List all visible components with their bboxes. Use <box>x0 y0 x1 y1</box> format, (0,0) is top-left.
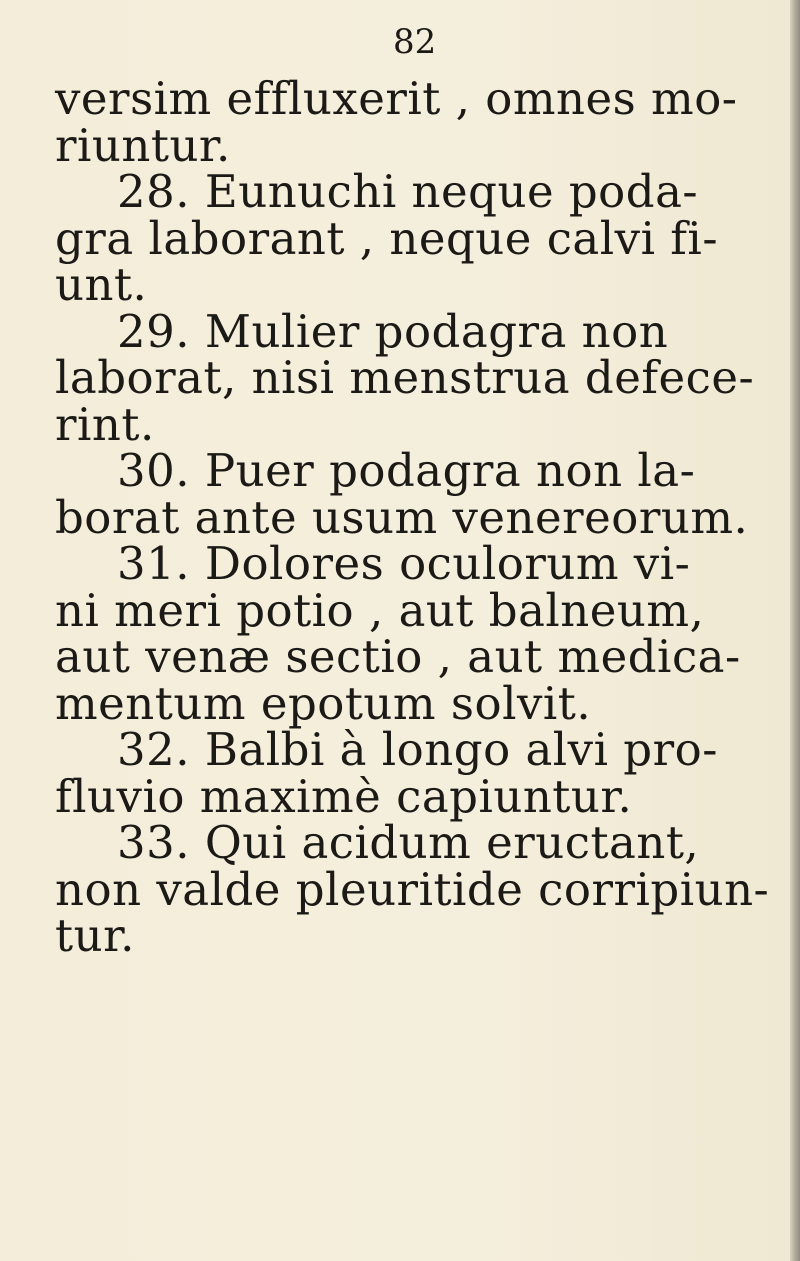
text-line: mentum epotum solvit. <box>55 676 592 730</box>
text-line: laborat, nisi menstrua defece- <box>55 351 755 404</box>
text-line: aut venæ sectio , aut medica- <box>55 630 741 683</box>
page-number: 82 <box>393 22 437 62</box>
text-line: 31. Dolores oculorum vi- <box>117 537 691 590</box>
text-line: fluvio maximè capiuntur. <box>55 769 633 823</box>
text-line: gra laborant , neque calvi fi- <box>55 211 719 265</box>
text-line: 29. Mulier podagra non <box>117 304 669 358</box>
text-line: tur. <box>55 909 135 962</box>
text-line: 33. Qui acidum eructant, <box>117 816 700 869</box>
page-text <box>55 72 770 962</box>
text-line: 32. Balbi à longo alvi pro- <box>117 723 718 776</box>
text-line: ni meri potio , aut balneum, <box>55 583 705 637</box>
text-line: riuntur. <box>55 118 231 172</box>
text-line: borat ante usum venereorum. <box>55 490 749 544</box>
text-line: unt. <box>55 258 148 311</box>
text-line: versim effluxerit , omnes mo- <box>55 72 738 125</box>
text-line: non valde pleuritide corripiun- <box>55 862 770 916</box>
page-edge <box>790 0 800 1261</box>
text-line: 30. Puer podagra non la- <box>117 444 696 497</box>
text-line: rint. <box>55 397 155 451</box>
text-line: 28. Eunuchi neque poda- <box>117 165 699 218</box>
